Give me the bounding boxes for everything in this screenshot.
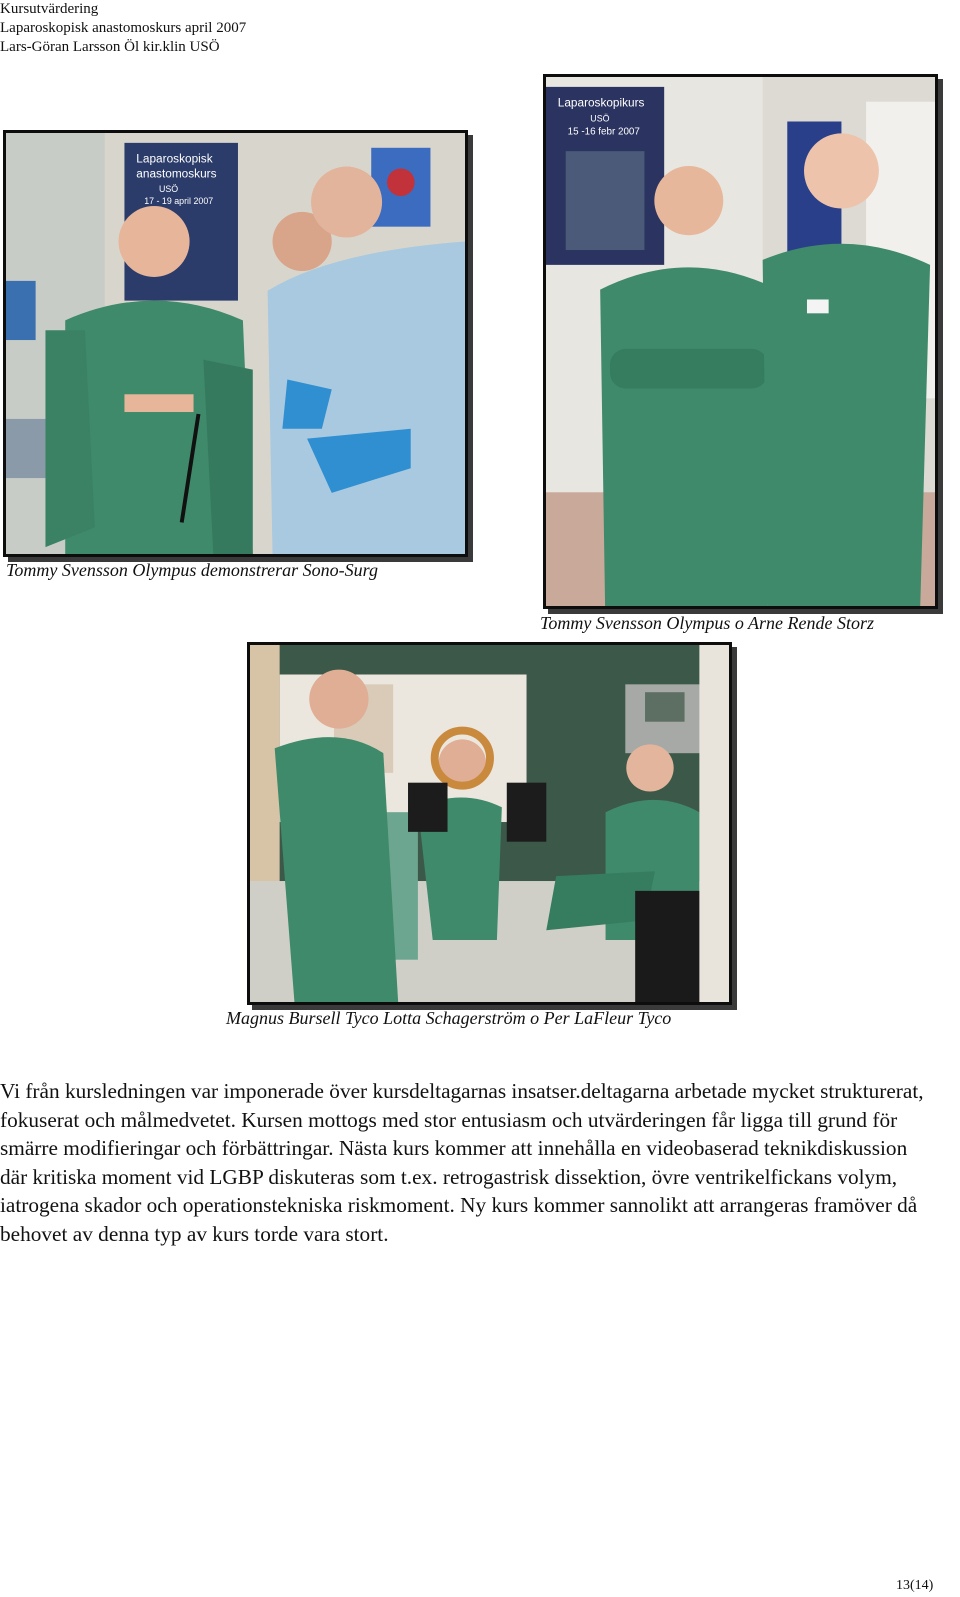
photo-sono-surg-demo [3,130,468,557]
header-title: Kursutvärdering [0,1,99,17]
header-course: Laparoskopisk anastomoskurs april 2007 [0,20,247,36]
caption-photo-3: Magnus Bursell Tyco Lotta Schagerström o Per LaFleur Tyco [226,1008,672,1028]
poster-line: USÖ [158,184,179,195]
header-author: Lars-Göran Larsson Öl kir.klin USÖ [0,39,220,55]
caption-photo-2: Tommy Svensson Olympus o Arne Rende Storz [540,613,874,633]
body-paragraph: Vi från kursledningen var imponerade över kursdeltagarnas insatser.deltagarna arbetade mycket strukturerat, fokuserat och målmedvetet. Kursen mottogs med stor entusiasm och utvärderingen får ligga till grund för smärre modifieringar och förbättringar. Nästa kurs kommer att innehålla en videobaserad teknikdiskussion där kritiska moment vid LGBP diskuteras som t.ex. retrogastrisk dissektion, övre ventrikelfickans volym, iatrogena skador och operationstekniska riskmoment. Ny kurs kommer sannolikt att arrangeras framöver då behovet av denna typ av kurs torde vara stort. [0,1079,924,1246]
document-header [0,0,246,57]
page-number: 13(14) [896,1578,934,1593]
poster-line: Laparoskopisk [136,151,213,166]
poster-line: 17 - 19 april 2007 [144,195,214,206]
photo-two-doctors [543,74,938,609]
poster-line: Laparoskopikurs [557,95,645,110]
photo-three-people-seated [247,642,732,1005]
caption-photo-1: Tommy Svensson Olympus demonstrerar Sono-Surg [6,560,378,580]
poster-line: 15 -16 febr 2007 [567,126,640,138]
poster-line: anastomoskurs [136,166,217,181]
poster-line: USÖ [590,113,610,124]
